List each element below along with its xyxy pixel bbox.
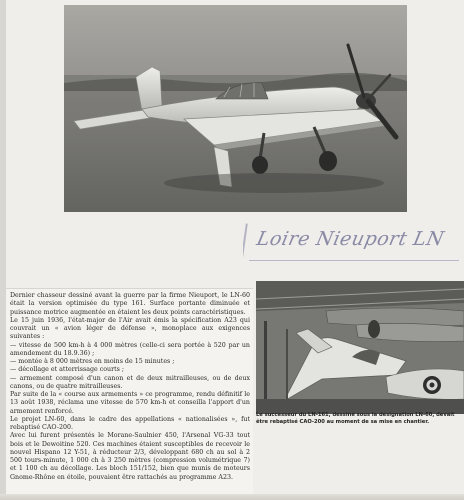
construction-photo-image [256,281,464,414]
article-paragraph: Par suite de la « course aux armements » ce programme, rendu définitif le 13 août 1938, réclama une vitesse de 570 km-h et conseilla l'apport d'un armement renforcé. [10,391,250,415]
article-paragraph: Le projet LN-60, dans le cadre des appellations « nationalisées », fut rebaptisé CAO-200. [10,415,250,431]
handwritten-note: Loire Nieuport LN [254,228,447,250]
article-paragraph: — vitesse de 500 km-h à 4 000 mètres (celle-ci sera portée à 520 par un amendement du 18.9.36) ; [10,341,250,357]
article-paragraph: Le 15 juin 1936, l'état-major de l'Air avait émis la spécification A23 qui couvrait un « avion léger de défense », monoplace aux exigences suivantes : [10,316,250,341]
photo-caption: Le successeur du LN-161, dessiné sous la désignation LN-60, devait être rebaptisé CAO-200 au moment de sa mise en chantier. [256,412,455,425]
handwritten-underline [249,260,459,261]
aircraft-photo [64,5,407,212]
article-clipping [6,288,253,494]
article-paragraph: Avec lui furent présentés le Morane-Saulnier 450, l'Arsenal VG-33 tout bois et le Dewoitine 520. Ces machines étaient susceptibles de recevoir le nouvel Hispano 12 Y-51, à réducteur 2/3, développant 680 ch au sol à 2 500 tours-minute, 1 000 ch à 3 250 mètres (compression volumétrique 7) et 1 100 ch au décollage. Les bloch 151/152, bien que munis de moteurs Gnome-Rhône en étoile, pouvaient être rattachés au programme A23. [10,432,250,481]
handwritten-annotation [243,218,464,270]
aircraft-photo-image [64,5,407,212]
handwritten-bracket-mark [243,223,256,264]
article-paragraph: — montée à 8 000 mètres en moins de 15 minutes ; [10,358,175,365]
article-paragraph: — décollage et atterrissage courts ; [10,366,124,374]
construction-photo [256,281,464,414]
page-bottom-shadow [0,494,464,500]
article-paragraph: Dernier chasseur dessiné avant la guerre par la firme Nieuport, le LN-60 était la version optimisée du type 161. Surface portante diminuée et puissance motrice augmentée en étaient les deux points caractéristiques. [10,292,250,316]
article-paragraph: — armement composé d'un canon et de deux mitrailleuses, ou de deux canons, ou de quatre mitrailleuses. [10,374,250,390]
article-text [10,292,250,482]
